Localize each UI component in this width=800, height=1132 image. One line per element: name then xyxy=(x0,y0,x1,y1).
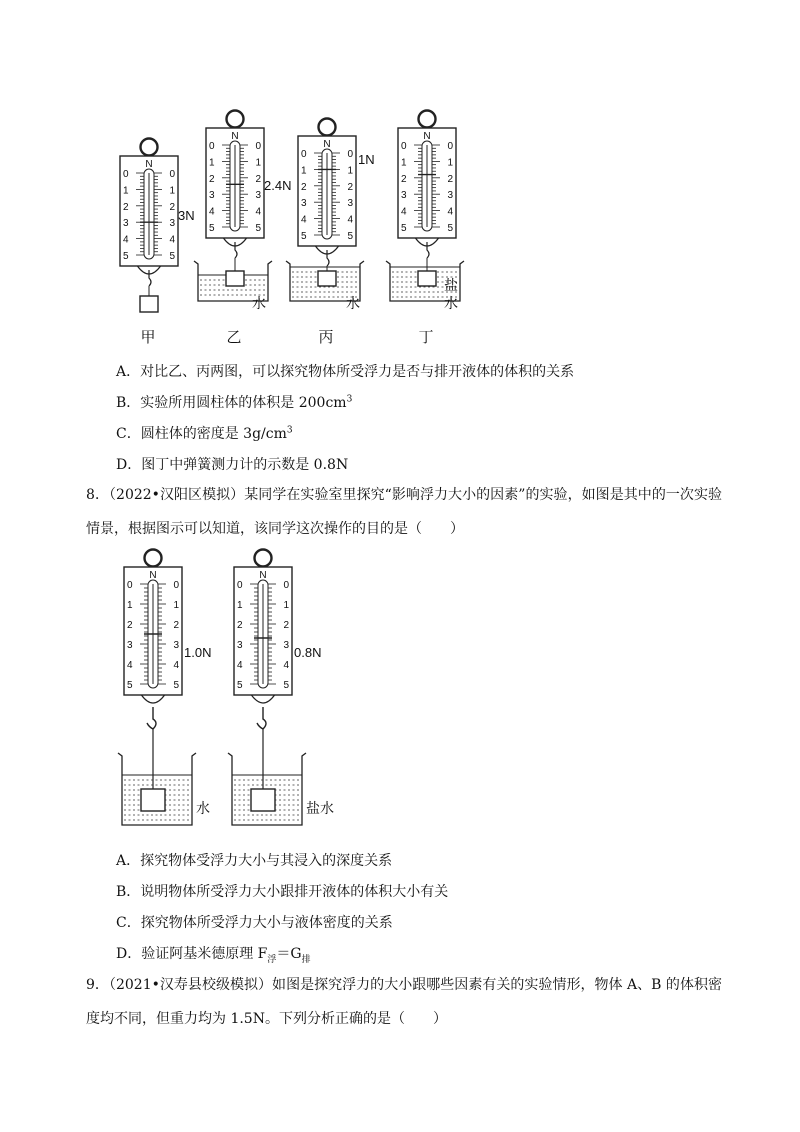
scale-yi-tick-label-left: 4 xyxy=(209,206,215,218)
scale-saltwater-reading: 0.8N xyxy=(294,645,322,660)
scale-water-cylinder xyxy=(141,789,165,811)
scale-yi-tick-label-right: 0 xyxy=(255,141,261,152)
scale-jia-tick-label-right: 1 xyxy=(169,185,175,197)
scale-saltwater-tick-label-right: 2 xyxy=(283,620,289,631)
scale-saltwater-ring xyxy=(255,550,272,567)
scale-water-ring xyxy=(145,550,162,567)
scale-water-reading: 1.0N xyxy=(184,645,212,660)
scale-yi-reading: 2.4N xyxy=(264,178,292,193)
scale-jia-cylinder xyxy=(140,296,158,312)
scale-saltwater-tick-label-left: 5 xyxy=(237,680,243,691)
scale-yi-tick-label-right: 3 xyxy=(255,190,261,202)
scale-jia-n-mark: N xyxy=(145,159,153,170)
scale-yi-hook xyxy=(235,242,237,258)
scale-yi-n-mark: N xyxy=(231,131,239,142)
scale-bing-reading: 1N xyxy=(358,152,375,167)
scale-water-tick-label-left: 2 xyxy=(127,620,133,631)
scale-jia-tick-label-left: 1 xyxy=(123,185,129,197)
scale-bing-panel-label: 丙 xyxy=(318,329,334,346)
scale-jia-tick-label-right: 4 xyxy=(169,234,175,246)
scale-ding-tick-label-left: 2 xyxy=(401,173,407,185)
q8-number: 8． xyxy=(86,487,109,503)
q8-option-d: D．验证阿基米德原理 $F_浮=G_排$ xyxy=(116,946,311,965)
scale-ding-ring xyxy=(419,111,436,128)
scale-saltwater-tick-label-left: 2 xyxy=(237,620,243,631)
scale-bing-tick-label-left: 5 xyxy=(301,231,307,242)
scale-water-tick-label-right: 2 xyxy=(173,620,179,631)
scale-jia-tick-label-right: 5 xyxy=(169,251,175,262)
figure-2-spring-scales xyxy=(110,545,340,835)
scale-ding-tick-label-left: 4 xyxy=(401,206,407,218)
q8-option-c: C．探究物体所受浮力大小与液体密度的关系 xyxy=(116,915,393,931)
scale-water-tick-label-left: 0 xyxy=(127,580,133,591)
scale-jia-tick-label-right: 2 xyxy=(169,201,175,213)
scale-jia-tick-label-right: 3 xyxy=(169,218,175,230)
scale-saltwater-tick-label-right: 5 xyxy=(283,680,289,691)
scale-jia-panel-label: 甲 xyxy=(140,329,156,346)
scale-water-tick-label-left: 5 xyxy=(127,680,133,691)
question-9 xyxy=(86,968,722,1036)
scale-bing-cylinder xyxy=(318,271,336,286)
scale-yi-liquid-label: 水 xyxy=(252,295,266,311)
scale-ding-liquid-label: 水 xyxy=(444,295,458,311)
scale-bing-tick-label-left: 0 xyxy=(301,149,307,160)
scale-yi-tick-label-right: 2 xyxy=(255,173,261,185)
scale-yi-tick-label-right: 5 xyxy=(255,223,261,234)
scale-bing-liquid-label: 水 xyxy=(346,295,360,311)
scale-ding-tick-label-right: 0 xyxy=(447,141,453,152)
scale-water-tick-label-right: 1 xyxy=(173,600,179,611)
scale-water-tick-label-left: 4 xyxy=(127,660,133,671)
scale-jia-hook xyxy=(149,270,151,286)
scale-ding-liquid-label: 盐 xyxy=(444,277,458,293)
scale-water-liquid-label: 水 xyxy=(196,800,210,816)
scale-water-tick-label-right: 3 xyxy=(173,640,179,651)
scale-saltwater-n-mark: N xyxy=(259,570,267,581)
scale-yi-ring xyxy=(227,111,244,128)
scale-yi-tick-label-right: 1 xyxy=(255,157,261,169)
scale-jia-tick-label-right: 0 xyxy=(169,169,175,180)
q8-text: 某同学在实验室里探究“影响浮力大小的因素”的实验，如图是其中的一次实验情景，根据图示可以知道，该同学这次操作的目的是（ ） xyxy=(86,487,722,537)
scale-bing-n-mark: N xyxy=(323,139,331,150)
scale-water-tick-label-left: 1 xyxy=(127,600,133,611)
q9-source: （2021•汉寿县校级模拟） xyxy=(108,977,273,993)
scale-saltwater-bottom xyxy=(251,695,274,703)
scale-saltwater-tick-label-right: 3 xyxy=(283,640,289,651)
scale-bing-tick-label-left: 1 xyxy=(301,165,307,177)
scale-yi-tick-label-left: 1 xyxy=(209,157,215,169)
scale-ding-tick-label-left: 3 xyxy=(401,190,407,202)
scale-ding-tick-label-left: 1 xyxy=(401,157,407,169)
scale-water-bottom xyxy=(141,695,164,703)
scale-saltwater-tick-label-left: 1 xyxy=(237,600,243,611)
scale-bing-tick-label-right: 4 xyxy=(347,214,353,226)
scale-jia-tick-label-left: 3 xyxy=(123,218,129,230)
scale-water-tick-label-right: 5 xyxy=(173,680,179,691)
scale-saltwater-tick-label-right: 0 xyxy=(283,580,289,591)
scale-yi-cylinder xyxy=(226,271,244,286)
q7-option-a: A．对比乙、丙两图，可以探究物体所受浮力是否与排开液体的体积的关系 xyxy=(116,364,575,380)
q7-option-c: C．圆柱体的密度是 $3g/cm^3$ xyxy=(116,425,293,442)
scale-water-n-mark: N xyxy=(149,570,157,581)
scale-jia-tick-label-left: 4 xyxy=(123,234,129,246)
scale-bing-tick-label-right: 0 xyxy=(347,149,353,160)
scale-bing-tick-label-right: 1 xyxy=(347,165,353,177)
scale-ding-tick-label-left: 0 xyxy=(401,141,407,152)
scale-saltwater-cylinder xyxy=(251,789,275,811)
scale-yi-tick-label-left: 3 xyxy=(209,190,215,202)
q7-option-d: D．图丁中弹簧测力计的示数是 0.8N xyxy=(116,457,349,473)
scale-bing-tick-label-right: 3 xyxy=(347,198,353,210)
figure-1-spring-scales xyxy=(100,90,480,350)
scale-ding-n-mark: N xyxy=(423,131,431,142)
scale-ding-cylinder xyxy=(418,271,436,286)
scale-jia-ring xyxy=(141,139,158,156)
q9-text: 如图是探究浮力的大小跟哪些因素有关的实验情形，物体 A、B 的体积密度均不同，但重力均为 1.5N。下列分析正确的是（ ） xyxy=(86,977,722,1027)
scale-water-tick-label-right: 0 xyxy=(173,580,179,591)
scale-jia-tick-label-left: 0 xyxy=(123,169,129,180)
scale-saltwater-liquid-label: 盐水 xyxy=(306,800,334,816)
q8-option-b: B．说明物体所受浮力大小跟排开液体的体积大小有关 xyxy=(116,884,449,900)
scale-yi-tick-label-right: 4 xyxy=(255,206,261,218)
scale-saltwater-tick-label-left: 3 xyxy=(237,640,243,651)
scale-yi-tick-label-left: 0 xyxy=(209,141,215,152)
scale-bing-tick-label-right: 2 xyxy=(347,181,353,193)
scale-saltwater-tick-label-right: 1 xyxy=(283,600,289,611)
scale-yi-tick-label-left: 2 xyxy=(209,173,215,185)
scale-bing-tick-label-left: 3 xyxy=(301,198,307,210)
scale-ding-tick-label-right: 5 xyxy=(447,223,453,234)
scale-water-tick-label-right: 4 xyxy=(173,660,179,671)
q8-option-a: A．探究物体受浮力大小与其浸入的深度关系 xyxy=(116,853,393,869)
q7-option-b: B．实验所用圆柱体的体积是 $200cm^3$ xyxy=(116,394,353,411)
scale-ding-tick-label-right: 1 xyxy=(447,157,453,169)
scale-jia-tick-label-left: 5 xyxy=(123,251,129,262)
scale-ding-tick-label-right: 2 xyxy=(447,173,453,185)
scale-water-tick-label-left: 3 xyxy=(127,640,133,651)
scale-jia-reading: 3N xyxy=(178,208,195,223)
scale-bing-tick-label-left: 2 xyxy=(301,181,307,193)
scale-bing-tick-label-right: 5 xyxy=(347,231,353,242)
scale-saltwater-tick-label-left: 0 xyxy=(237,580,243,591)
scale-saltwater-tick-label-right: 4 xyxy=(283,660,289,671)
scale-yi-tick-label-left: 5 xyxy=(209,223,215,234)
scale-ding-tick-label-right: 3 xyxy=(447,190,453,202)
scale-jia-tick-label-left: 2 xyxy=(123,201,129,213)
scale-bing-ring xyxy=(319,119,336,136)
q9-number: 9． xyxy=(86,977,109,993)
scale-water-hook xyxy=(147,707,156,729)
scale-saltwater-hook xyxy=(257,707,266,729)
q8-source: （2022•汉阳区模拟） xyxy=(109,487,245,503)
scale-ding-hook xyxy=(427,242,429,258)
scale-ding-tick-label-left: 5 xyxy=(401,223,407,234)
scale-bing-tick-label-left: 4 xyxy=(301,214,307,226)
scale-saltwater-tick-label-left: 4 xyxy=(237,660,243,671)
question-8 xyxy=(86,478,722,546)
scale-yi-panel-label: 乙 xyxy=(226,329,242,346)
scale-bing-hook xyxy=(327,250,329,266)
scale-ding-panel-label: 丁 xyxy=(418,329,434,346)
scale-ding-tick-label-right: 4 xyxy=(447,206,453,218)
